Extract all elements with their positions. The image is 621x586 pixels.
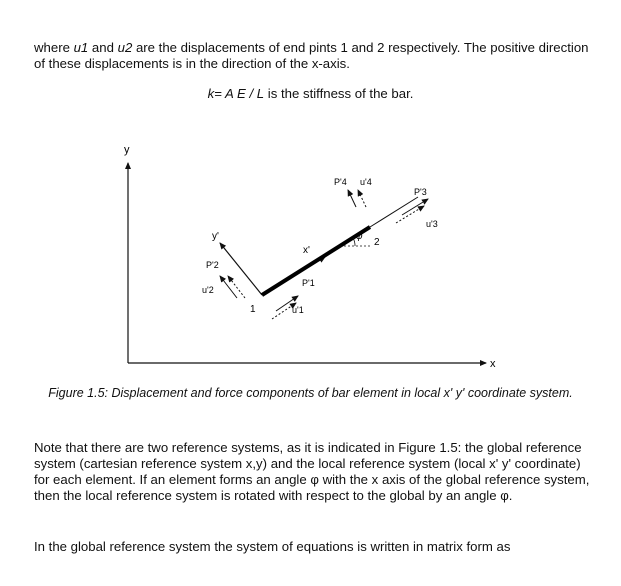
paragraph-reference-systems: Note that there are two reference systems, as it is indicated in Figure 1.5: the global reference system (cartesian reference system x,y) and the local reference system (local x' y' coordinate) for each element. If an element forms an angle φ with the x axis of the global reference system, then the local reference system is rotated with respect to the global by an angle φ. (34, 440, 590, 503)
u1-symbol: u1 (73, 40, 89, 55)
global-y-label: y (124, 144, 130, 156)
global-x-label: x (490, 358, 496, 370)
disp-u2-arrow (228, 276, 245, 298)
force-p3-label: P'3 (414, 187, 427, 197)
disp-u4-arrow (358, 190, 366, 207)
local-x-label: x' (303, 245, 310, 256)
bar-element (262, 227, 370, 295)
force-p4-arrow (348, 190, 356, 207)
figure-diagram (0, 135, 621, 375)
local-y-label: y' (212, 231, 219, 242)
force-p4-label: P'4 (334, 177, 347, 187)
paragraph-displacements: where u1 and u2 are the displacements of end pints 1 and 2 respectively. The positive direction of these displacements is in the direction of the x-axis. (34, 40, 589, 71)
force-p1-label: P'1 (302, 278, 315, 288)
paragraph-matrix-form: In the global reference system the system of equations is written in matrix form as (34, 539, 511, 554)
phi-label: φ (356, 231, 363, 242)
node-1-label: 1 (250, 304, 256, 315)
disp-u1-label: u'1 (292, 305, 304, 315)
force-p2-arrow (220, 276, 237, 298)
disp-u2-label: u'2 (202, 285, 214, 295)
force-p2-label: P'2 (206, 260, 219, 270)
figure-caption: Figure 1.5: Displacement and force components of bar element in local x' y' coordinate system. (48, 386, 573, 400)
stiffness-expression: k= A E / L (207, 86, 265, 101)
u2-symbol: u2 (117, 40, 133, 55)
stiffness-formula: k= A E / L is the stiffness of the bar. (207, 86, 414, 101)
force-p3-arrow (402, 199, 428, 215)
angle-arc (353, 238, 355, 246)
disp-u4-label: u'4 (360, 177, 372, 187)
figure-bar-element (0, 135, 621, 375)
disp-u3-label: u'3 (426, 219, 438, 229)
bar-extension (370, 197, 418, 227)
node-2-label: 2 (374, 237, 380, 248)
local-y-axis (220, 243, 262, 295)
